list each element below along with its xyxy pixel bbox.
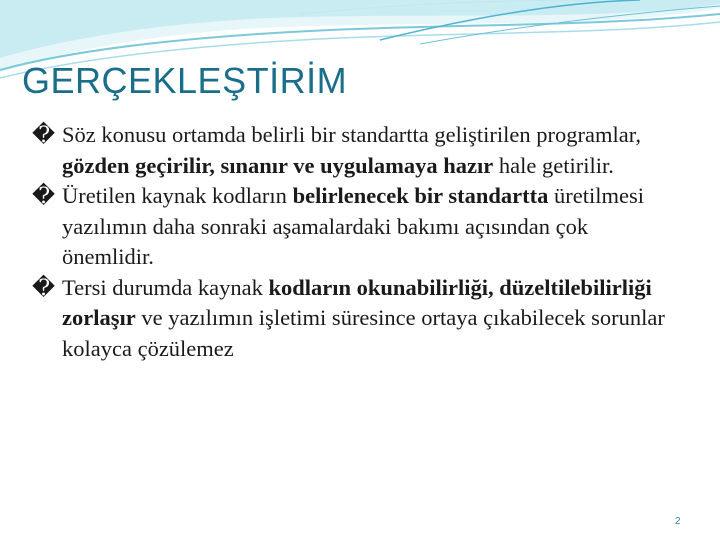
- emphasized-text: belirlenecek bir standartta: [292, 183, 549, 208]
- bullet-paragraph: [32, 120, 682, 181]
- slide-body: [32, 120, 682, 364]
- paragraph-text: Söz konusu ortamda belirli bir standartta geliştirilen programlar,: [62, 122, 641, 147]
- emphasized-text: kodların okunabilirliği, düzeltilebilirliği zorlaşır: [62, 274, 652, 330]
- page-number: 2: [675, 516, 681, 527]
- bullet-paragraph: [32, 181, 682, 273]
- bullet-glyph: �: [32, 122, 56, 147]
- paragraph-text: hale getirilir.: [493, 152, 614, 178]
- paragraph-text: üretilmesi yazılımın daha sonraki aşamalardaki bakımı açısından çok önemlidir.: [62, 183, 644, 269]
- emphasized-text: gözden geçirilir, sınanır ve uygulamaya hazır: [62, 152, 494, 178]
- bullet-glyph: �: [32, 274, 56, 300]
- bullet-glyph: �: [32, 183, 56, 208]
- paragraph-text: ve yazılımın işletimi süresince ortaya çıkabilecek sorunlar kolayca çözülemez: [62, 305, 665, 361]
- slide-title: GERÇEKLEŞTİRİM: [22, 60, 348, 101]
- paragraph-text: Tersi durumda kaynak: [62, 274, 269, 300]
- bullet-paragraph: [32, 273, 682, 365]
- paragraph-text: Üretilen kaynak kodların: [62, 183, 293, 208]
